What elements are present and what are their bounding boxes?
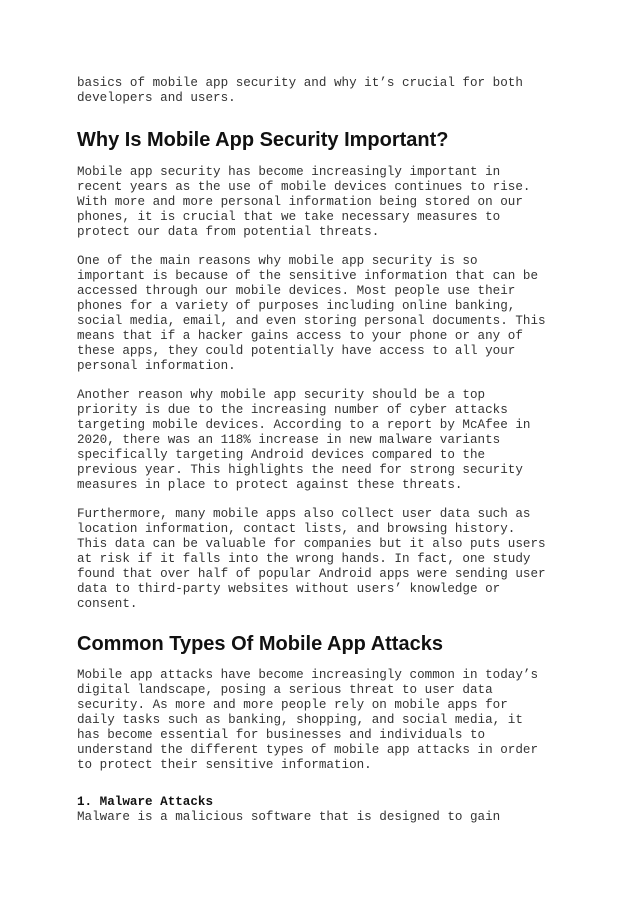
document-body <box>77 76 577 825</box>
section-heading-attack-types: Common Types Of Mobile App Attacks <box>77 633 443 655</box>
paragraph: Mobile app security has become increasingly important in recent years as the use of mobile devices continues to rise. With more and more personal information being stored on our phones, it is crucial that we take necessary measures to protect our data from potential threats. <box>77 165 531 239</box>
paragraph: Malware is a malicious software that is designed to gain <box>77 810 501 824</box>
intro-paragraph: basics of mobile app security and why it’s crucial for both developers and users. <box>77 76 523 105</box>
paragraph: Furthermore, many mobile apps also collect user data such as location information, contact lists, and browsing history. This data can be valuable for companies but it also puts users at risk if it falls into the wrong hands. In fact, one study found that over half of popular Android apps were sending user data to third-party websites without users’ knowledge or consent. <box>77 507 546 611</box>
subheading-malware-attacks: 1. Malware Attacks <box>77 795 214 809</box>
paragraph: One of the main reasons why mobile app security is so important is because of the sensitive information that can be accessed through our mobile devices. Most people use their phones for a variety of purposes including online banking, social media, email, and even storing personal documents. This means that if a hacker gains access to your phone or any of these apps, they could potentially have access to all your personal information. <box>77 254 546 373</box>
paragraph: Another reason why mobile app security should be a top priority is due to the increasing number of cyber attacks targeting mobile devices. According to a report by McAfee in 2020, there was an 118% increase in new malware variants specifically targeting Android devices compared to the previous year. This highlights the need for strong security measures in place to protect against these threats. <box>77 388 531 492</box>
paragraph: Mobile app attacks have become increasingly common in today’s digital landscape, posing a serious threat to user data security. As more and more people rely on mobile apps for daily tasks such as banking, shopping, and social media, it has become essential for businesses and individuals to understand the different types of mobile app attacks in order to protect their sensitive information. <box>77 668 539 772</box>
section-heading-why-security: Why Is Mobile App Security Important? <box>77 129 449 151</box>
